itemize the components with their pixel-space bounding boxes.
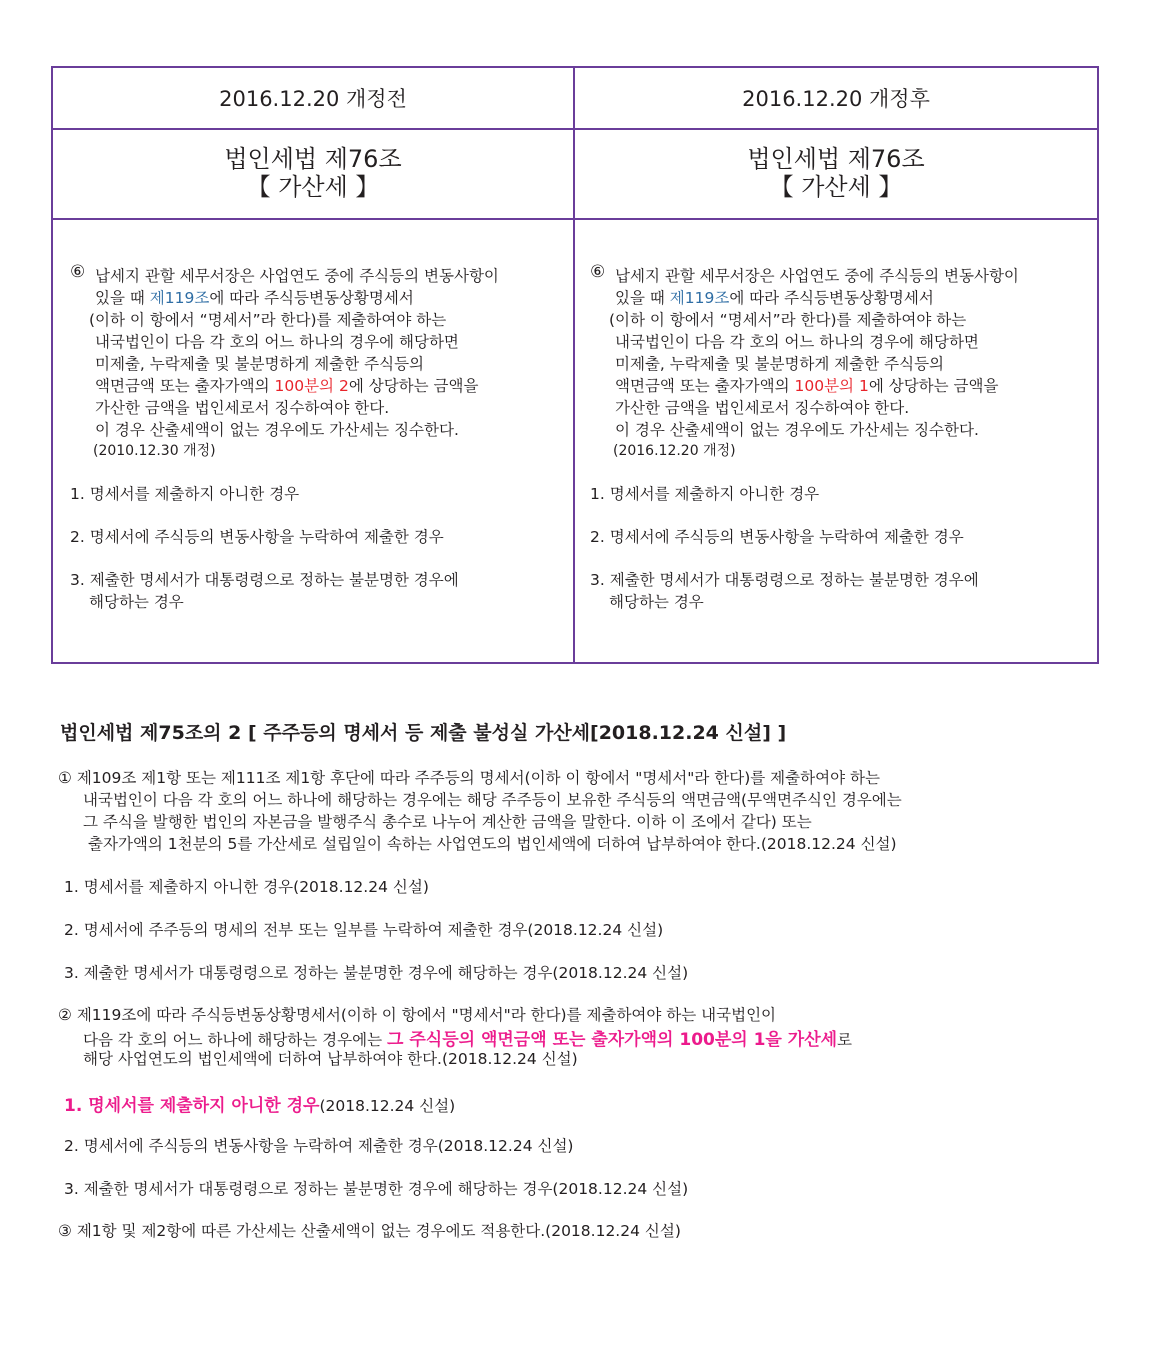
highlight-rate: 100분의 2 xyxy=(274,377,349,395)
list-item: 3. 제출한 명세서가 대통령령으로 정하는 불분명한 경우에 해당하는 경우(2018.12.24 신설) xyxy=(64,1180,689,1198)
text-line: 액면금액 또는 출자가액의 100분의 1에 상당하는 금액을 xyxy=(615,377,999,395)
text-line: 가산한 금액을 법인세로서 징수하여야 한다. xyxy=(615,399,910,417)
comparison-table xyxy=(51,66,1099,664)
list-item: 3. 제출한 명세서가 대통령령으로 정하는 불분명한 경우에 해당하는 경우(2018.12.24 신설) xyxy=(64,964,689,982)
law-title-row xyxy=(53,128,1097,220)
list-item-cont: 해당하는 경우 xyxy=(609,593,704,611)
law-title: 법인세법 제76조 xyxy=(224,145,402,173)
paragraph-mark: ⑥ xyxy=(590,262,606,282)
paragraph-1-line: ① 제109조 제1항 또는 제111조 제1항 후단에 따라 주주등의 명세서(이하 이 항에서 "명세서"라 한다)를 제출하여야 하는 xyxy=(58,769,880,787)
text-line: 납세지 관할 세무서장은 사업연도 중에 주식등의 변동사항이 xyxy=(615,267,1019,285)
text-line: (이하 이 항에서 “명세서”라 한다)를 제출하여야 하는 xyxy=(89,311,447,329)
list-item: 2. 명세서에 주식등의 변동사항을 누락하여 제출한 경우 xyxy=(70,528,444,546)
law-title: 법인세법 제76조 xyxy=(747,145,925,173)
text-line: 미제출, 누락제출 및 불분명하게 제출한 주식등의 xyxy=(615,355,945,373)
paragraph-1-line: 내국법인이 다음 각 호의 어느 하나에 해당하는 경우에는 해당 주주등이 보유한 주식등의 액면금액(무액면주식인 경우에는 xyxy=(83,791,902,809)
table-header-row xyxy=(53,68,1097,130)
text-line: 가산한 금액을 법인세로서 징수하여야 한다. xyxy=(95,399,390,417)
header-before: 2016.12.20 개정전 xyxy=(53,68,575,128)
body-before xyxy=(53,220,575,662)
list-item: 2. 명세서에 주식등의 변동사항을 누락하여 제출한 경우 xyxy=(590,528,964,546)
list-item: 1. 명세서를 제출하지 아니한 경우 xyxy=(70,485,300,503)
list-item: 2. 명세서에 주식등의 변동사항을 누락하여 제출한 경우(2018.12.24 신설) xyxy=(64,1137,574,1155)
paragraph-mark: ⑥ xyxy=(70,262,86,282)
text-line: (이하 이 항에서 “명세서”라 한다)를 제출하여야 하는 xyxy=(609,311,967,329)
paragraph-1-line: 출자가액의 1천분의 5를 가산세로 설립일이 속하는 사업연도의 법인세액에 더하여 납부하여야 한다.(2018.12.24 신설) xyxy=(88,835,897,853)
body-after xyxy=(575,220,1097,662)
text-line: 있을 때 제119조에 따라 주식등변동상황명세서 xyxy=(95,289,414,307)
list-item-cont: 해당하는 경우 xyxy=(89,593,184,611)
text-line: 미제출, 누락제출 및 불분명하게 제출한 주식등의 xyxy=(95,355,425,373)
article-link[interactable]: 제119조 xyxy=(149,289,210,307)
highlight-rate: 100분의 1 xyxy=(794,377,869,395)
text-line: 내국법인이 다음 각 호의 어느 하나의 경우에 해당하면 xyxy=(95,333,459,351)
highlight-item: 명세서를 제출하지 아니한 경우 xyxy=(88,1096,320,1116)
law-subtitle: 【 가산세 】 xyxy=(769,173,903,201)
text-line: 이 경우 산출세액이 없는 경우에도 가산세는 징수한다. xyxy=(615,421,979,439)
text-line: 이 경우 산출세액이 없는 경우에도 가산세는 징수한다. xyxy=(95,421,459,439)
list-item: 2. 명세서에 주주등의 명세의 전부 또는 일부를 누락하여 제출한 경우(2018.12.24 신설) xyxy=(64,921,664,939)
highlight-penalty: 그 주식등의 액면금액 또는 출자가액의 100분의 1을 가산세 xyxy=(387,1030,838,1050)
section-title: 법인세법 제75조의 2 [ 주주등의 명세서 등 제출 불성실 가산세[2018.12.24 신설] ] xyxy=(60,722,787,744)
article-link[interactable]: 제119조 xyxy=(669,289,730,307)
list-item: 3. 제출한 명세서가 대통령령으로 정하는 불분명한 경우에 xyxy=(70,571,459,589)
law-subtitle: 【 가산세 】 xyxy=(246,173,380,201)
list-item: 3. 제출한 명세서가 대통령령으로 정하는 불분명한 경우에 xyxy=(590,571,979,589)
paragraph-1-line: 그 주식을 발행한 법인의 자본금을 발행주식 총수로 나누어 계산한 금액을 말한다. 이하 이 조에서 같다) 또는 xyxy=(83,813,812,831)
law-title-after xyxy=(575,128,1097,218)
text-line: 있을 때 제119조에 따라 주식등변동상황명세서 xyxy=(615,289,934,307)
header-after: 2016.12.20 개정후 xyxy=(742,87,930,111)
law-title-before xyxy=(53,128,575,218)
text-line: 납세지 관할 세무서장은 사업연도 중에 주식등의 변동사항이 xyxy=(95,267,499,285)
list-item: 1. 명세서를 제출하지 아니한 경우 xyxy=(590,485,820,503)
paragraph-2-line: ② 제119조에 따라 주식등변동상황명세서(이하 이 항에서 "명세서"라 한다)를 제출하여야 하는 내국법인이 xyxy=(58,1006,777,1024)
amendment-date: (2010.12.30 개정) xyxy=(93,443,216,459)
text-line: 내국법인이 다음 각 호의 어느 하나의 경우에 해당하면 xyxy=(615,333,979,351)
list-item: 1. 명세서를 제출하지 아니한 경우(2018.12.24 신설) xyxy=(64,1096,456,1116)
amendment-date: (2016.12.20 개정) xyxy=(613,443,736,459)
paragraph-2-line: 해당 사업연도의 법인세액에 더하여 납부하여야 한다.(2018.12.24 신설) xyxy=(83,1050,578,1068)
paragraph-2-line: 다음 각 호의 어느 하나에 해당하는 경우에는 그 주식등의 액면금액 또는 출자가액의 100분의 1을 가산세로 xyxy=(83,1030,853,1050)
table-body-row xyxy=(53,220,1097,662)
list-item: 1. 명세서를 제출하지 아니한 경우(2018.12.24 신설) xyxy=(64,878,429,896)
text-line: 액면금액 또는 출자가액의 100분의 2에 상당하는 금액을 xyxy=(95,377,479,395)
paragraph-3-line: ③ 제1항 및 제2항에 따른 가산세는 산출세액이 없는 경우에도 적용한다.(2018.12.24 신설) xyxy=(58,1222,681,1240)
